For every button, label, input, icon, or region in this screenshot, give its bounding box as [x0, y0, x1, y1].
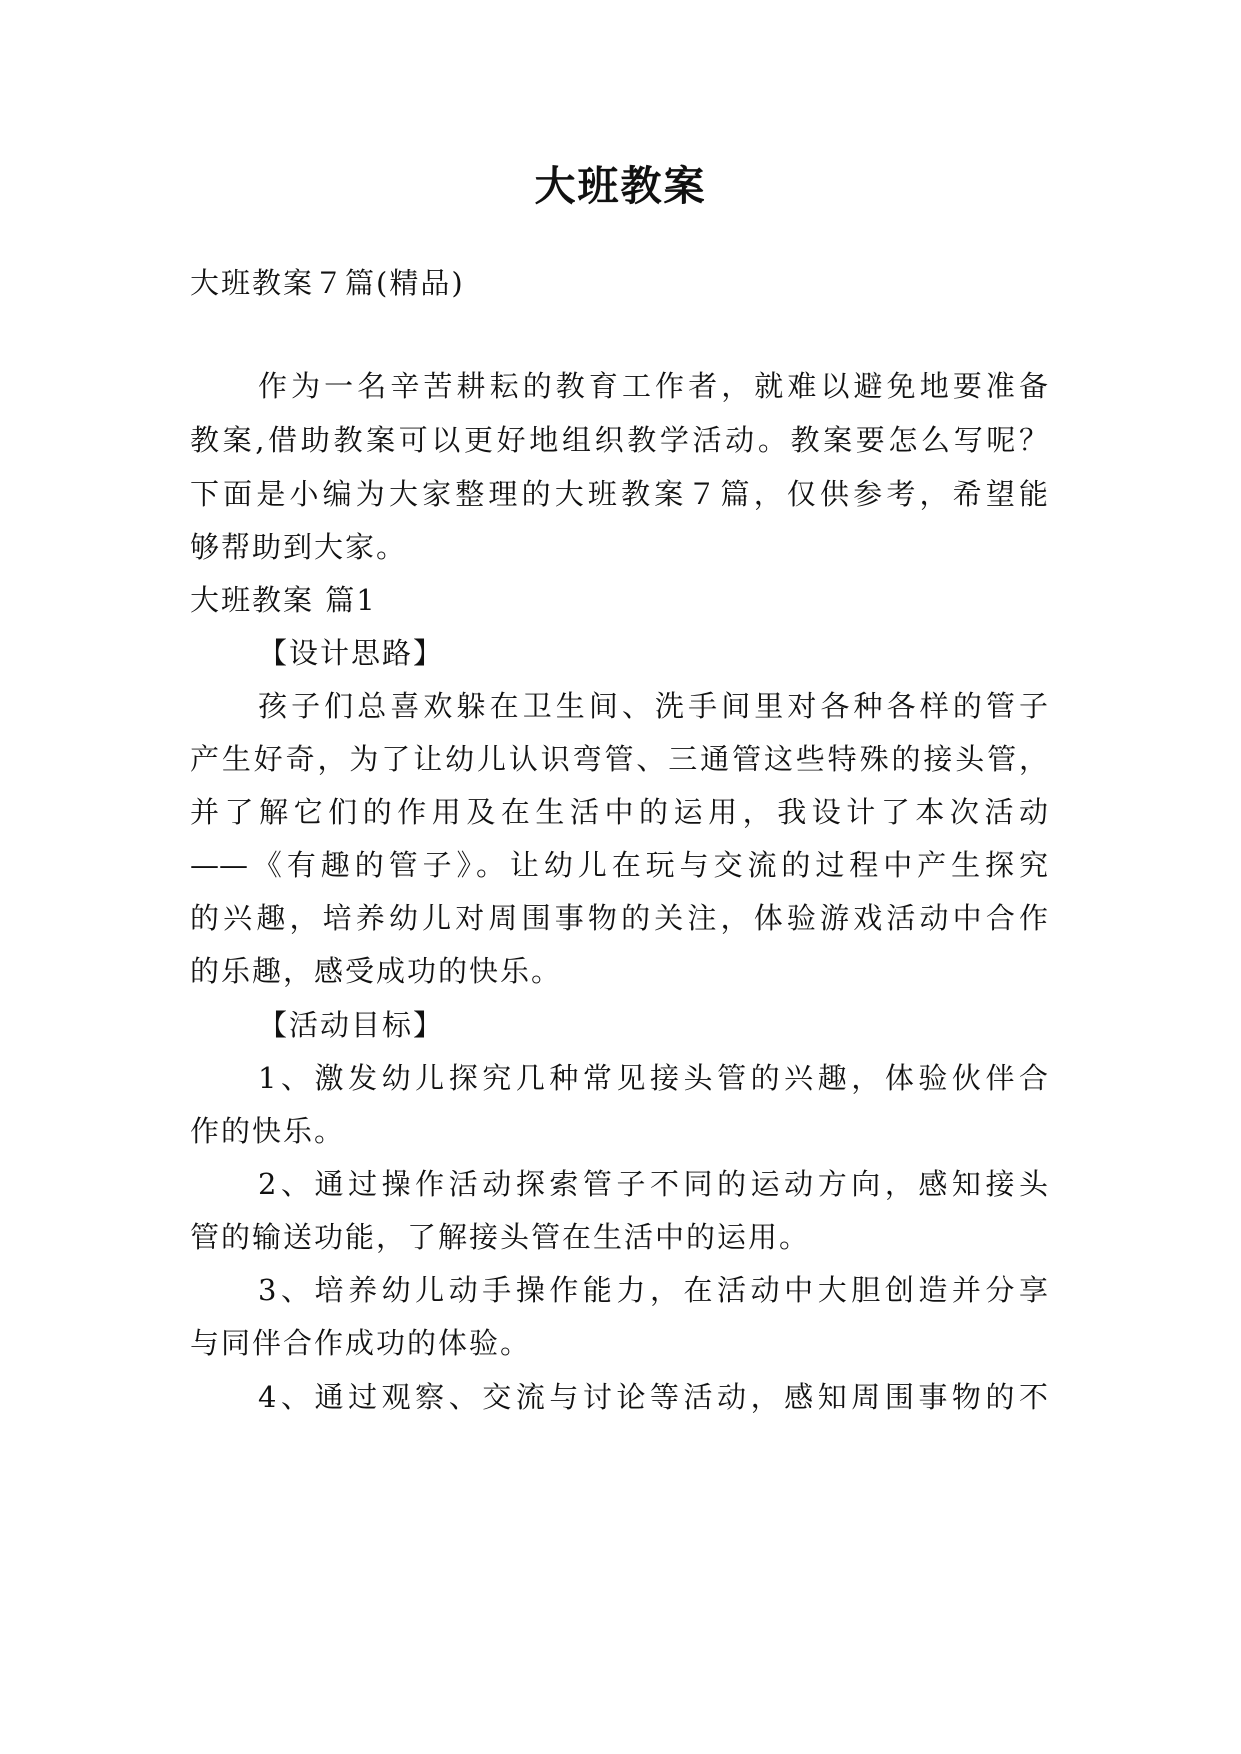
section-heading-1: 大班教案 篇1 [190, 583, 377, 617]
design-line-3: 并了解它们的作用及在生活中的运用，我设计了本次活动 [190, 795, 1048, 829]
goal-1-line-1: 1、激发幼儿探究几种常见接头管的兴趣，体验伙伴合 [258, 1061, 1048, 1095]
goal-3-line-2: 与同伴合作成功的体验。 [190, 1326, 532, 1360]
goal-2-line-1: 2、通过操作活动探索管子不同的运动方向，感知接头 [258, 1167, 1048, 1201]
goal-1-line-2: 作的快乐。 [190, 1114, 346, 1148]
intro-line-3: 下面是小编为大家整理的大班教案７篇，仅供参考，希望能 [190, 477, 1048, 511]
goal-3-line-1: 3、培养幼儿动手操作能力，在活动中大胆创造并分享 [258, 1273, 1048, 1307]
design-line-6: 的乐趣，感受成功的快乐。 [190, 954, 563, 988]
goal-2-line-2: 管的输送功能，了解接头管在生活中的运用。 [190, 1220, 811, 1254]
intro-line-2: 教案,借助教案可以更好地组织教学活动。教案要怎么写呢？ [190, 423, 1048, 457]
document-subtitle: 大班教案７篇(精品) [190, 266, 465, 300]
design-line-1: 孩子们总喜欢躲在卫生间、洗手间里对各种各样的管子 [258, 689, 1048, 723]
design-line-4: ——《有趣的管子》。让幼儿在玩与交流的过程中产生探究 [190, 848, 1048, 882]
design-idea-heading: 【设计思路】 [258, 636, 445, 670]
document-title: 大班教案 [534, 162, 707, 210]
activity-goals-heading: 【活动目标】 [258, 1008, 445, 1042]
design-line-5: 的兴趣，培养幼儿对周围事物的关注，体验游戏活动中合作 [190, 901, 1048, 935]
intro-line-4: 够帮助到大家。 [190, 530, 408, 564]
goal-4-line-1: 4、通过观察、交流与讨论等活动，感知周围事物的不 [258, 1380, 1048, 1414]
intro-line-1: 作为一名辛苦耕耘的教育工作者，就难以避免地要准备 [258, 369, 1048, 403]
design-line-2: 产生好奇，为了让幼儿认识弯管、三通管这些特殊的接头管， [190, 742, 1048, 776]
